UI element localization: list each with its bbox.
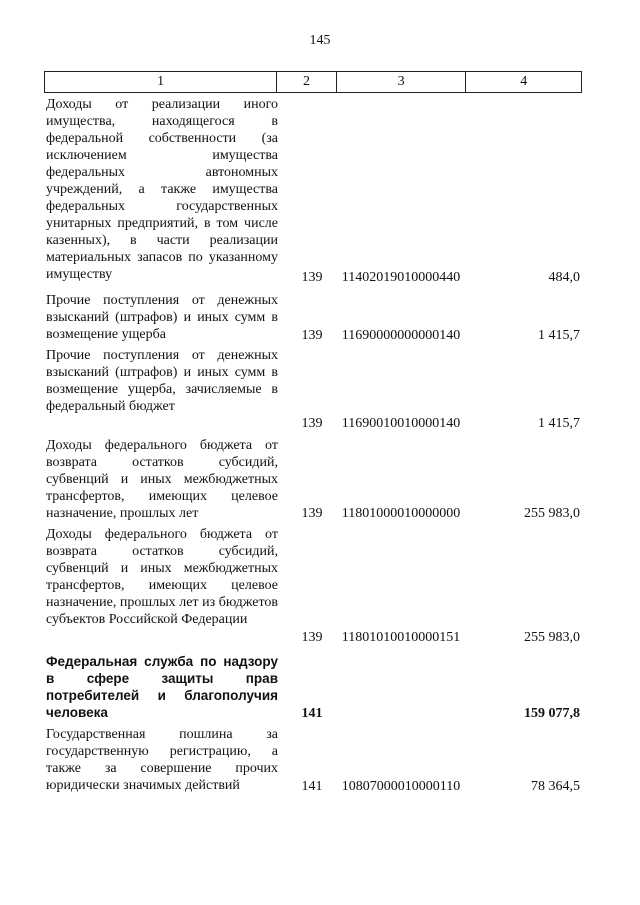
header-col-4: 4 [465, 72, 581, 92]
table-header [44, 71, 582, 93]
row-amount: 78 364,5 [531, 779, 580, 794]
row-description: Доходы федерального бюджета от возврата остатков субсидий, субвенций и иных межбюджетных трансфертов, имеющих целевое назначение, прошлых лет [46, 438, 278, 521]
row-description: Государственная пошлина за государственную регистрацию, а также за совершение прочих юридически значимых действий [46, 727, 278, 793]
row-amount: 255 983,0 [524, 630, 580, 645]
table-row [44, 726, 582, 795]
table-row [44, 347, 582, 432]
row-kbk: 11801000010000000 [341, 506, 461, 521]
table-row [44, 292, 582, 344]
row-code: 141 [301, 706, 323, 721]
row-description: Доходы от реализации иного имущества, находящегося в федеральной собственности (за исключением имущества федеральных автономных учреждений, а также имущества федеральных государственных унитарных предприятий, в том числе казенных), в части реализации материальных запасов по указанному имуществу [46, 97, 278, 282]
row-kbk: 11690000000000140 [341, 328, 461, 343]
row-amount: 484,0 [548, 270, 580, 285]
row-code: 139 [301, 416, 323, 431]
row-kbk: 11402019010000440 [341, 270, 461, 285]
row-amount: 1 415,7 [538, 416, 580, 431]
header-col-1: 1 [157, 74, 165, 89]
row-code: 139 [301, 328, 323, 343]
row-amount: 1 415,7 [538, 328, 580, 343]
table-row [44, 96, 582, 286]
row-description: Прочие поступления от денежных взысканий (штрафов) и иных сумм в возмещение ущерба, зачисляемые в федеральный бюджет [46, 348, 278, 414]
header-col-2: 2 [276, 72, 336, 92]
row-description: Федеральная служба по надзору в сфере защиты прав потребителей и благополучия человека [46, 654, 278, 720]
table-row [44, 526, 582, 646]
row-kbk: 11801010010000151 [341, 630, 461, 645]
row-code: 139 [301, 270, 323, 285]
row-code: 141 [301, 779, 323, 794]
row-code: 139 [301, 630, 323, 645]
row-amount: 159 077,8 [524, 706, 580, 721]
row-amount: 255 983,0 [524, 506, 580, 521]
table-row-section [44, 653, 582, 722]
row-code: 139 [301, 506, 323, 521]
row-description: Доходы федерального бюджета от возврата остатков субсидий, субвенций и иных межбюджетных трансфертов, имеющих целевое назначение, прошлых лет из бюджетов субъектов Российской Федерации [46, 527, 278, 627]
row-kbk: 11690010010000140 [341, 416, 461, 431]
table-row [44, 437, 582, 522]
row-kbk: 10807000010000110 [341, 779, 461, 794]
page-number: 145 [309, 33, 331, 48]
row-description: Прочие поступления от денежных взысканий (штрафов) и иных сумм в возмещение ущерба [46, 293, 278, 342]
header-col-3: 3 [336, 72, 466, 92]
